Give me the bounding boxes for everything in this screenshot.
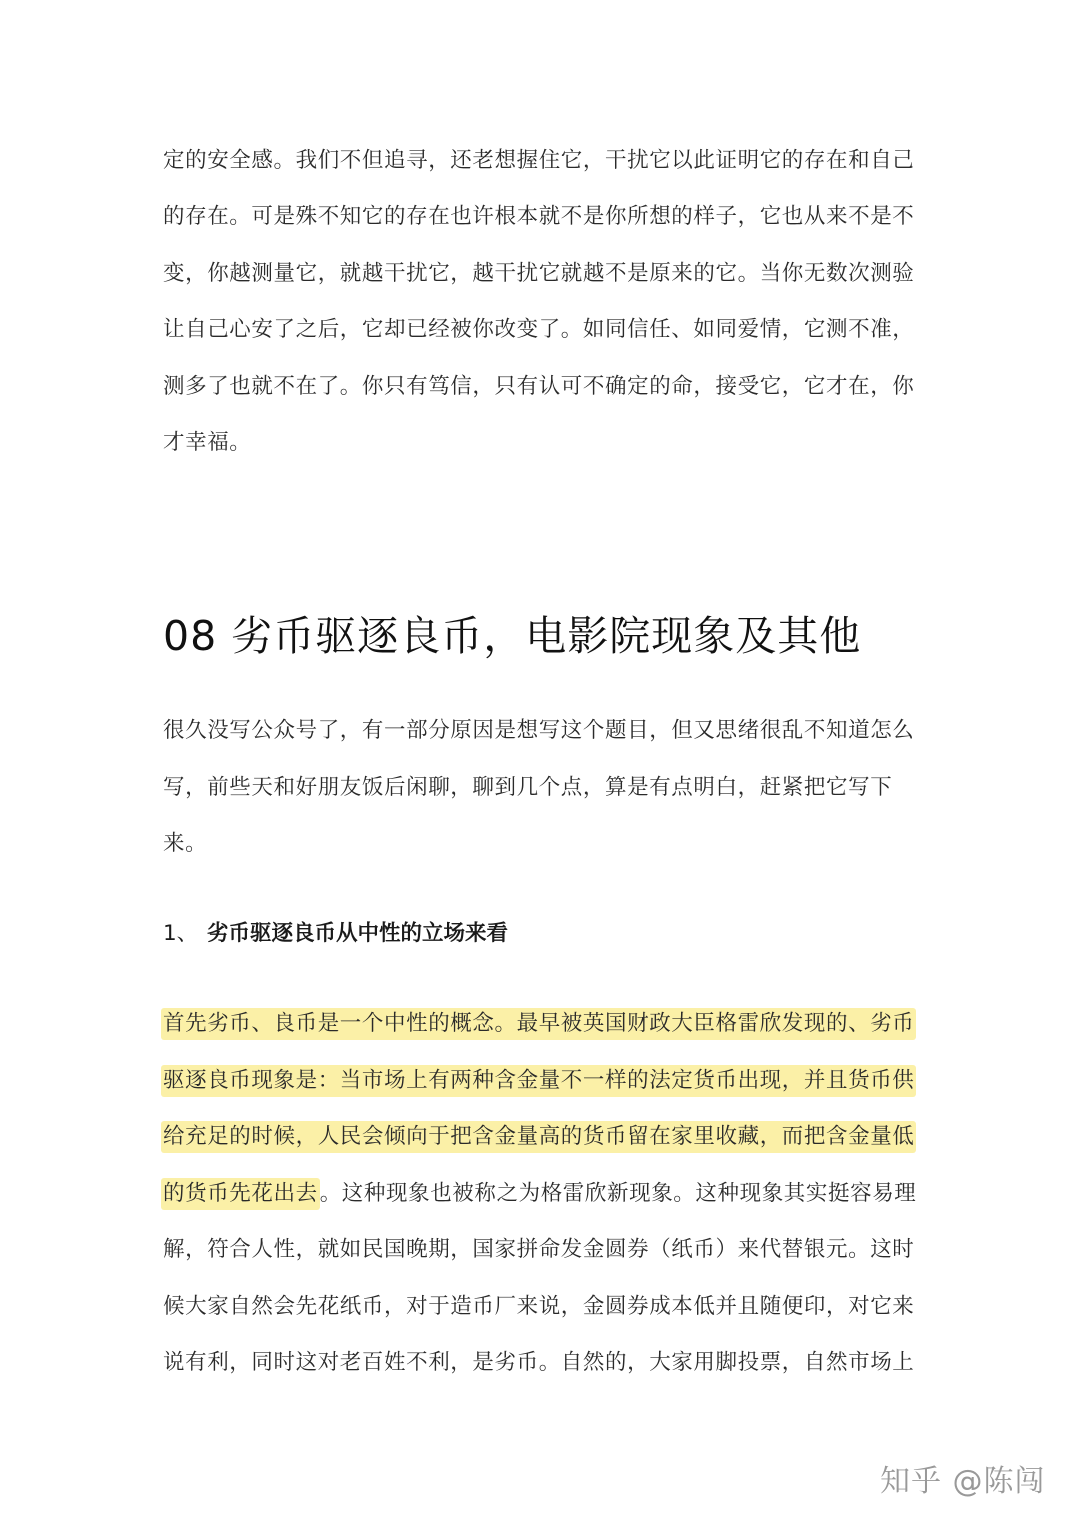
zhihu-watermark: 知乎 @陈闯 <box>880 1464 1046 1499</box>
text-line: 测多了也就不在了。你只有笃信，只有认可不确定的命，接受它，它才在，你 <box>163 374 915 399</box>
text-line: 才幸福。 <box>163 430 252 455</box>
text-line: 说有利，同时这对老百姓不利，是劣币。自然的，大家用脚投票，自然市场上 <box>163 1350 915 1375</box>
text-line: 的存在。可是殊不知它的存在也许根本就不是你所想的样子，它也从来不是不 <box>163 204 915 229</box>
highlight: 给充足的时候，人民会倾向于把含金量高的货币留在家里收藏，而把含金量低 <box>161 1121 916 1153</box>
highlight: 的货币先花出去 <box>161 1178 320 1210</box>
highlighted-line <box>163 1066 916 1096</box>
text-run: 。这种现象也被称之为格雷欣新现象。这种现象其实挺容易理 <box>319 1181 917 1206</box>
text-line: 写，前些天和好朋友饭后闲聊，聊到几个点，算是有点明白，赶紧把它写下 <box>163 775 893 800</box>
text-line: 变，你越测量它，就越干扰它，越干扰它就越不是原来的它。当你无数次测验 <box>163 261 915 286</box>
text-line: 解，符合人性，就如民国晚期，国家拼命发金圆券（纸币）来代替银元。这时 <box>163 1237 915 1262</box>
subsection-heading <box>163 918 508 950</box>
text-line: 定的安全感。我们不但追寻，还老想握住它，干扰它以此证明它的存在和自己 <box>163 148 915 173</box>
text-line: 候大家自然会先花纸币，对于造币厂来说，金圆券成本低并且随便印，对它来 <box>163 1294 915 1319</box>
text-line: 很久没写公众号了，有一部分原因是想写这个题目，但又思绪很乱不知道怎么 <box>163 718 915 743</box>
subsection-title: 劣币驱逐良币从中性的立场来看 <box>207 921 509 946</box>
highlight: 驱逐良币现象是：当市场上有两种含金量不一样的法定货币出现，并且货币供 <box>161 1065 916 1097</box>
subsection-number: 1、 <box>163 921 199 946</box>
text-line: 让自己心安了之后，它却已经被你改变了。如同信任、如同爱情，它测不准， <box>163 317 915 342</box>
highlight: 首先劣币、良币是一个中性的概念。最早被英国财政大臣格雷欣发现的、劣币 <box>161 1008 916 1040</box>
highlighted-line <box>163 1122 916 1152</box>
highlighted-line <box>163 1009 916 1039</box>
section-title: 08 劣币驱逐良币，电影院现象及其他 <box>163 612 862 660</box>
text-line: 来。 <box>163 831 208 856</box>
mixed-line <box>163 1179 916 1209</box>
